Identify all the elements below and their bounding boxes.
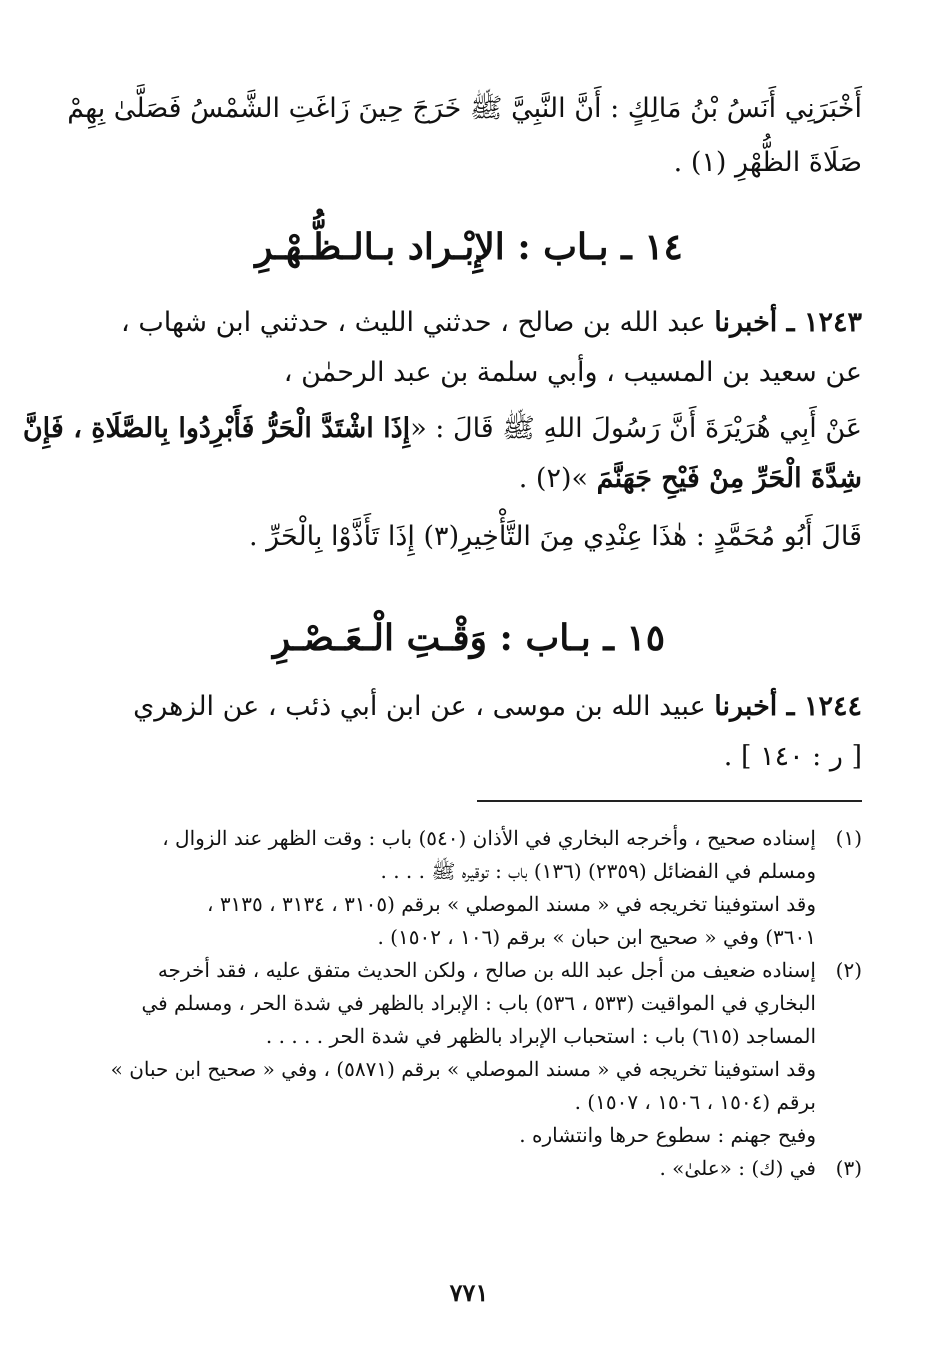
footnote-line: المساجد (٦١٥) باب : استحباب الإبراد بالظهر في شدة الحر . . . . .: [265, 1024, 816, 1048]
comment-line: قَالَ أَبُو مُحَمَّدٍ : هٰذَا عِنْدِي مِنَ التَّأْخِيرِ(٣) إِذَا تَأَذَّوْا بِالْحَرِّ .: [248, 521, 862, 552]
footnote-separator: [477, 800, 862, 802]
footnote-line: إسناده ضعيف من أجل عبد الله بن صالح ، ولكن الحديث متفق عليه ، فقد أخرجه: [157, 958, 816, 982]
footnote-line: ومسلم في الفضائل (٢٣٥٩) (١٣٦) باب : توقيره ﷺ . . . .: [380, 859, 816, 883]
matn-line-2: [72, 454, 862, 504]
matn-line-1: [22, 404, 862, 454]
footnote-2: [72, 954, 862, 1152]
footnote-line: البخاري في المواقيت (٥٣٣ ، ٥٣٦) باب : الإبراد بالظهر في شدة الحر ، ومسلم في: [141, 991, 816, 1015]
hadith-1243-matn: [22, 404, 862, 504]
hadith-1243-isnad: [72, 298, 862, 398]
footnote-line: وفيح جهنم : سطوع حرها وانتشاره .: [519, 1123, 816, 1147]
intro-line-1: أَخْبَرَنِي أَنَسُ بْنُ مَالِكٍ : أَنَّ النَّبِيَّ ﷺ خَرَجَ حِينَ زَاغَتِ الشَّمْسُ فَصَلَّىٰ بِهِمْ: [67, 93, 862, 124]
footnote-body: [72, 1152, 816, 1185]
matn-bold-2: شِدَّةَ الْحَرِّ مِنْ فَيْحِ جَهَنَّمَ: [596, 463, 862, 494]
hadith-1244-chain: عبيد الله بن موسى ، عن ابن أبي ذئب ، عن الزهري: [133, 691, 706, 722]
hadith-1244-number: ١٢٤٤ ـ أخبرنا: [714, 691, 862, 722]
hadith-1243-chain-1: عبد الله بن صالح ، حدثني الليث ، حدثني ابن شهاب ،: [121, 307, 706, 338]
comment-abu-muhammad: [72, 512, 862, 562]
hadith-1243-line-1: [72, 298, 862, 348]
footnote-line: ٣٦٠١) وفي « صحيح ابن حبان » برقم (١٠٦ ، ١٥٠٢) .: [377, 925, 816, 949]
chapter-heading-15: ١٥ ـ بـاب : وَقْـتِ الْـعَـصْـرِ: [272, 617, 666, 659]
footnotes: [72, 822, 862, 1185]
footnote-line: برقم (١٥٠٤ ، ١٥٠٦ ، ١٥٠٧) .: [574, 1090, 816, 1114]
footnote-line: وقد استوفينا تخريجه في « مسند الموصلي » برقم (٣١٠٥ ، ٣١٣٤ ، ٣١٣٥ ،: [207, 892, 816, 916]
matn-intro: عَنْ أَبِي هُرَيْرَةَ أَنَّ رَسُولَ اللهِ ﷺ قَالَ : «: [410, 413, 862, 444]
footnote-body: [72, 822, 816, 954]
matn-bold-1: إِذَا اشْتَدَّ الْحَرُّ فَأَبْرِدُوا بِالصَّلَاةِ ، فَإِنَّ: [22, 413, 411, 444]
footnote-body: [72, 954, 816, 1152]
footnote-line: وقد استوفينا تخريجه في « مسند الموصلي » برقم (٥٨٧١) ، وفي « صحيح ابن حبان »: [110, 1057, 816, 1081]
matn-end: »(٢) .: [518, 463, 589, 494]
chapter-heading-14: ١٤ ـ بـاب : الإِبْـراد بـالـظُّـهْـرِ: [255, 226, 683, 268]
hadith-1244-line-2: [ ر : ١٤٠ ] .: [723, 741, 862, 772]
hadith-1243-line-2: عن سعيد بن المسيب ، وأبي سلمة بن عبد الرحمٰن ،: [283, 357, 862, 388]
footnote-number: (١): [835, 826, 862, 850]
intro-paragraph: [67, 82, 862, 190]
footnote-3: [72, 1152, 862, 1185]
footnote-line: إسناده صحيح ، وأخرجه البخاري في الأذان (٥٤٠) باب : وقت الظهر عند الزوال ،: [162, 826, 816, 850]
footnote-number: (٢): [835, 958, 862, 982]
footnote-line: في (ك) : «علىٰ» .: [659, 1156, 816, 1180]
footnote-1: [72, 822, 862, 954]
footnote-number: (٣): [835, 1156, 862, 1180]
page-number: ٧٧١: [449, 1278, 489, 1307]
intro-line-2: صَلَاةَ الظُّهْرِ (١) .: [673, 147, 862, 178]
hadith-1244: [72, 682, 862, 782]
hadith-1243-number: ١٢٤٣ ـ أخبرنا: [714, 307, 862, 338]
hadith-1244-line-1: [72, 682, 862, 732]
